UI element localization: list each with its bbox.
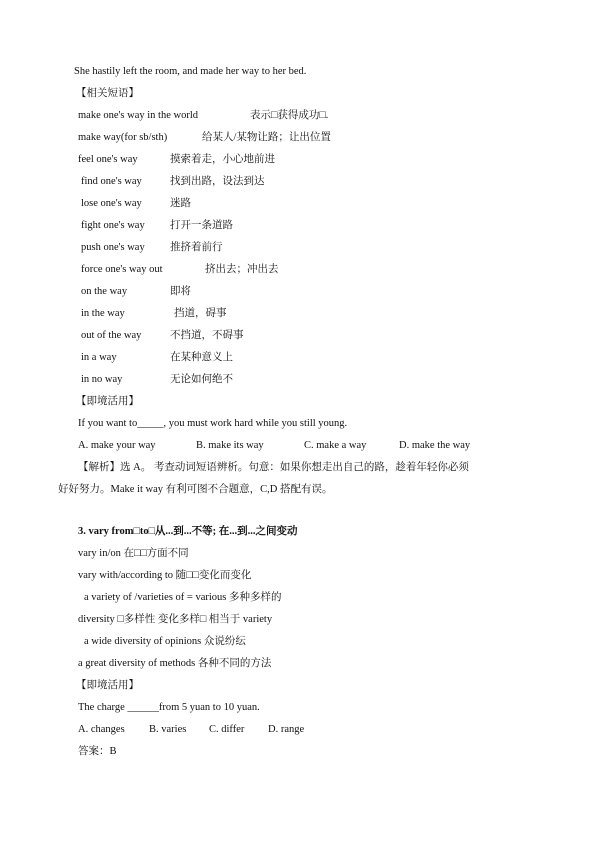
- phrase-cn: 挡道，碍事: [174, 308, 227, 319]
- option-a: A. changes: [78, 724, 125, 735]
- phrase-cn: 在某种意义上: [170, 352, 233, 363]
- phrase-en: out of the way: [81, 330, 142, 341]
- phrase-cn: 挤出去；冲出去: [205, 264, 279, 275]
- answer-text: 答案：B: [78, 746, 117, 757]
- phrase-cn: 给某人/某物让路；让出位置: [202, 132, 331, 143]
- practice-heading: 【即境活用】: [76, 680, 139, 691]
- phrase-cn: 找到出路，设法到达: [170, 176, 265, 187]
- phrase-en: fight one's way: [81, 220, 145, 231]
- option-c: C. make a way: [304, 440, 367, 451]
- phrase-en: lose one's way: [81, 198, 142, 209]
- analysis-text: 【解析】选 A。 考查动词短语辨析。句意：如果你想走出自己的路，趁着年轻你必须: [78, 462, 469, 473]
- option-b: B. varies: [149, 724, 187, 735]
- question-text: The charge ______from 5 yuan to 10 yuan.: [78, 702, 260, 713]
- phrase-cn: 迷路: [170, 198, 191, 209]
- related-phrases-heading: 【相关短语】: [76, 88, 139, 99]
- phrase-en: make way(for sb/sth): [78, 132, 168, 143]
- note-line: a variety of /varieties of = various 多种多样的: [84, 592, 282, 603]
- option-d: D. make the way: [399, 440, 471, 451]
- phrase-en: find one's way: [81, 176, 142, 187]
- option-b: B. make its way: [196, 440, 264, 451]
- question-text: If you want to_____, you must work hard while you still young.: [78, 418, 348, 429]
- note-line: a great diversity of methods 各种不同的方法: [78, 658, 272, 669]
- phrase-cn: 推挤着前行: [170, 242, 223, 253]
- phrase-cn: 不挡道，不碍事: [170, 330, 244, 341]
- option-d: D. range: [268, 724, 305, 735]
- practice-heading: 【即境活用】: [76, 396, 139, 407]
- phrase-en: push one's way: [81, 242, 145, 253]
- phrase-en: on the way: [81, 286, 128, 297]
- note-line: a wide diversity of opinions 众说纷纭: [84, 636, 246, 647]
- option-a: A. make your way: [78, 440, 156, 451]
- phrase-cn: 无论如何绝不: [170, 374, 233, 385]
- note-line: vary in/on 在□□方面不同: [78, 548, 189, 559]
- note-line: vary with/according to 随□□变化而变化: [78, 570, 252, 581]
- phrase-en: in a way: [81, 352, 117, 363]
- phrase-en: in no way: [81, 374, 123, 385]
- option-c: C. differ: [209, 724, 245, 735]
- section-title: 3. vary from□to□从...到...不等; 在...到...之间变动: [78, 526, 298, 537]
- phrase-en: make one's way in the world: [78, 110, 198, 121]
- phrase-en: force one's way out: [81, 264, 163, 275]
- intro-sentence: She hastily left the room, and made her way to her bed.: [74, 66, 307, 77]
- analysis-text: 好好努力。Make it way 有利可图不合题意，C,D 搭配有误。: [58, 484, 333, 495]
- phrase-en: in the way: [81, 308, 125, 319]
- note-line: diversity □多样性 变化多样□ 相当于 variety: [78, 614, 273, 625]
- phrase-cn: 表示□获得成功□.: [250, 110, 329, 121]
- phrase-en: feel one's way: [78, 154, 138, 165]
- phrase-cn: 打开一条道路: [170, 220, 233, 231]
- phrase-cn: 即将: [170, 286, 191, 297]
- phrase-cn: 摸索着走，小心地前进: [170, 154, 275, 165]
